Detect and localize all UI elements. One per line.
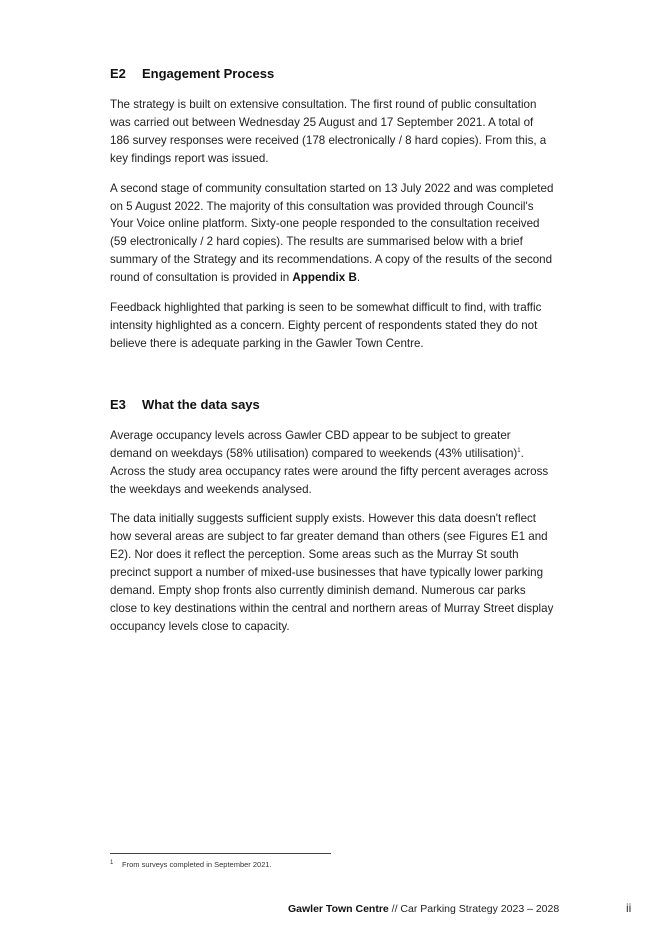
paragraph — [110, 427, 555, 499]
page-footer — [288, 903, 559, 915]
paragraph-text: . — [356, 271, 361, 285]
section-title: Engagement Process — [142, 66, 275, 81]
page-number: ii — [626, 901, 632, 915]
footnote-text: From surveys completed in September 2021. — [122, 860, 272, 869]
section-heading-e2 — [110, 64, 555, 84]
paragraph: Feedback highlighted that parking is seen to be somewhat difficult to find, with traffic intensity highlighted as a concern. Eighty percent of respondents stated they do not believe there is adequate parking in the Gawler Town Centre. — [110, 301, 542, 350]
paragraph: The strategy is built on extensive consultation. The first round of public consultation was carried out between Wednesday 25 August and 17 September 2021. A total of 186 survey responses were received (178 electronically / 8 hard copies). From this, a key findings report was issued. — [110, 98, 547, 165]
main-content — [110, 64, 555, 636]
section-number: E3 — [110, 396, 126, 412]
paragraph — [110, 180, 555, 287]
footer-separator: // — [388, 903, 401, 915]
paragraph: The data initially suggests sufficient supply exists. However this data doesn't reflect how several areas are subject to far greater demand than others (see Figures E1 and E2). Nor does it reflect the perception. Some areas such as the Murray St south precinct support a number of mixed-use businesses that have typically lower parking demand. Empty shop fronts also currently diminish demand. Numerous car parks close to key destinations within the central and northern areas of Murray Street display occupancy levels close to capacity. — [110, 512, 554, 633]
footnote-divider — [110, 853, 331, 854]
section-heading-e3 — [110, 395, 555, 415]
appendix-reference: Appendix B — [292, 271, 357, 285]
paragraph-text: . Across the study area occupancy rates were around the fifty percent averages across the weekdays and weekends analysed. — [110, 446, 549, 496]
footnote-marker: 1 — [517, 447, 521, 454]
footer-org: Gawler Town Centre — [288, 903, 389, 915]
footnote — [110, 860, 272, 869]
footer-doc-title: Car Parking Strategy 2023 – 2028 — [400, 903, 560, 915]
section-title: What the data says — [142, 396, 260, 412]
section-number: E2 — [110, 66, 126, 81]
footnote-number: 1 — [110, 860, 114, 866]
paragraph-text: Average occupancy levels across Gawler CBD appear to be subject to greater demand on weekdays (58% utilisation) compared to weekends (43% utilisation) — [110, 428, 518, 460]
paragraph-text: A second stage of community consultation started on 13 July 2022 and was completed on 5 August 2022. The majority of this consultation was provided through Council's Your Voice online platform. Sixty-one people responded to the consultation received (59 electronically / 2 hard copies). The results are summarised below with a brief summary of the Strategy and its recommendations. A copy of the results of the second round of consultation is provided in — [110, 181, 554, 285]
